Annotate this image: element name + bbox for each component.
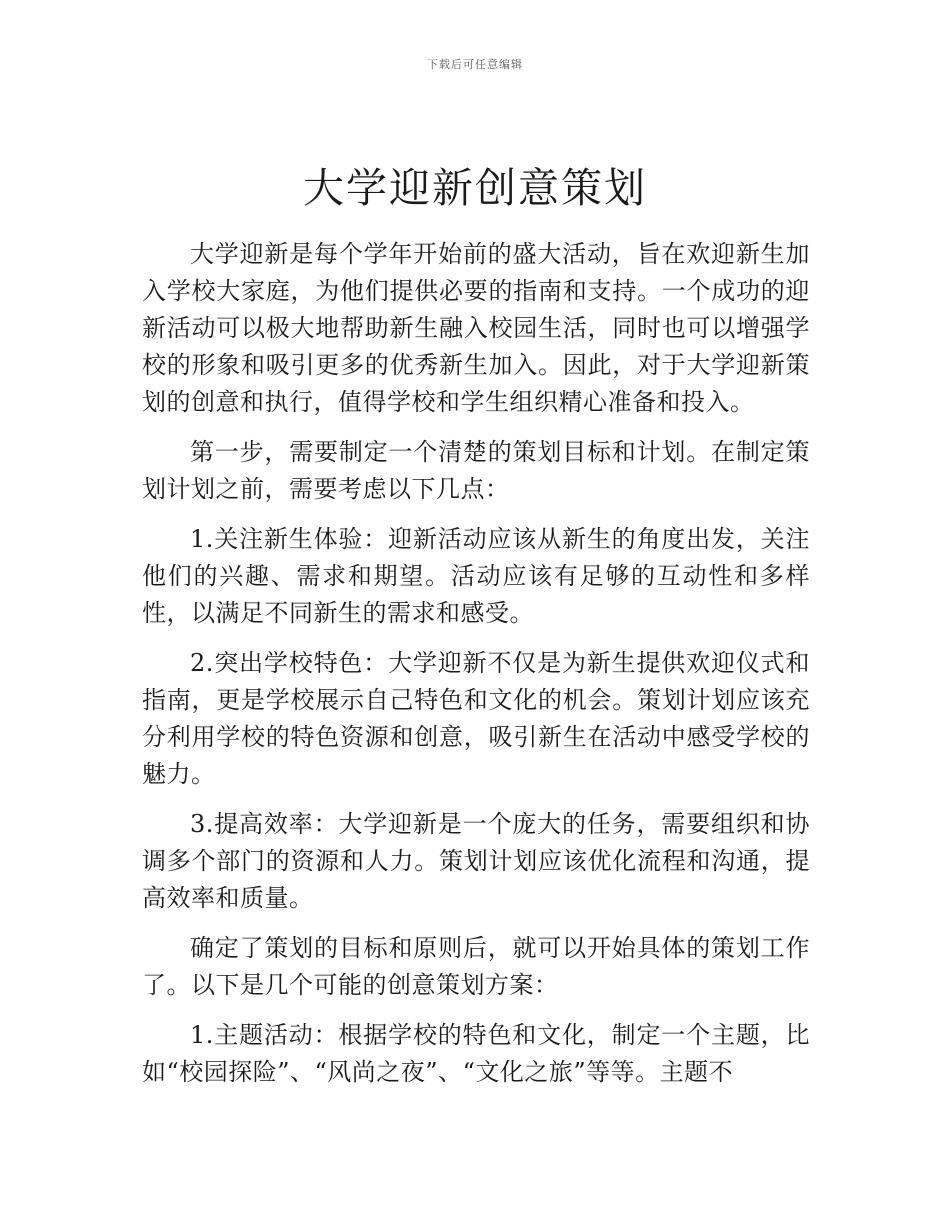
- page-header: 下载后可任意编辑: [427, 58, 523, 71]
- paragraph-plan-1: 1.主题活动：根据学校的特色和文化，制定一个主题，比如“校园探险”、“风尚之夜”、“文化之旅”等等。主题不: [142, 1021, 810, 1086]
- paragraph-point-2: 2.突出学校特色：大学迎新不仅是为新生提供欢迎仪式和指南，更是学校展示自己特色和文化的机会。策划计划应该充分利用学校的特色资源和创意，吸引新生在活动中感受学校的魅力。: [142, 649, 810, 788]
- document-body: [142, 236, 810, 1104]
- paragraph-step-one: 第一步，需要制定一个清楚的策划目标和计划。在制定策划计划之前，需要考虑以下几点：: [142, 438, 810, 503]
- paragraph-intro: 大学迎新是每个学年开始前的盛大活动，旨在欢迎新生加入学校大家庭，为他们提供必要的指南和支持。一个成功的迎新活动可以极大地帮助新生融入校园生活，同时也可以增强学校的形象和吸引更多的优秀新生加入。因此，对于大学迎新策划的创意和执行，值得学校和学生组织精心准备和投入。: [142, 240, 810, 416]
- paragraph-transition: 确定了策划的目标和原则后，就可以开始具体的策划工作了。以下是几个可能的创意策划方案：: [142, 934, 810, 999]
- paragraph-point-1: 1.关注新生体验：迎新活动应该从新生的角度出发，关注他们的兴趣、需求和期望。活动应该有足够的互动性和多样性，以满足不同新生的需求和感受。: [142, 525, 810, 627]
- document-title: 大学迎新创意策划: [303, 164, 647, 212]
- paragraph-point-3: 3.提高效率：大学迎新是一个庞大的任务，需要组织和协调多个部门的资源和人力。策划计划应该优化流程和沟通，提高效率和质量。: [142, 810, 810, 912]
